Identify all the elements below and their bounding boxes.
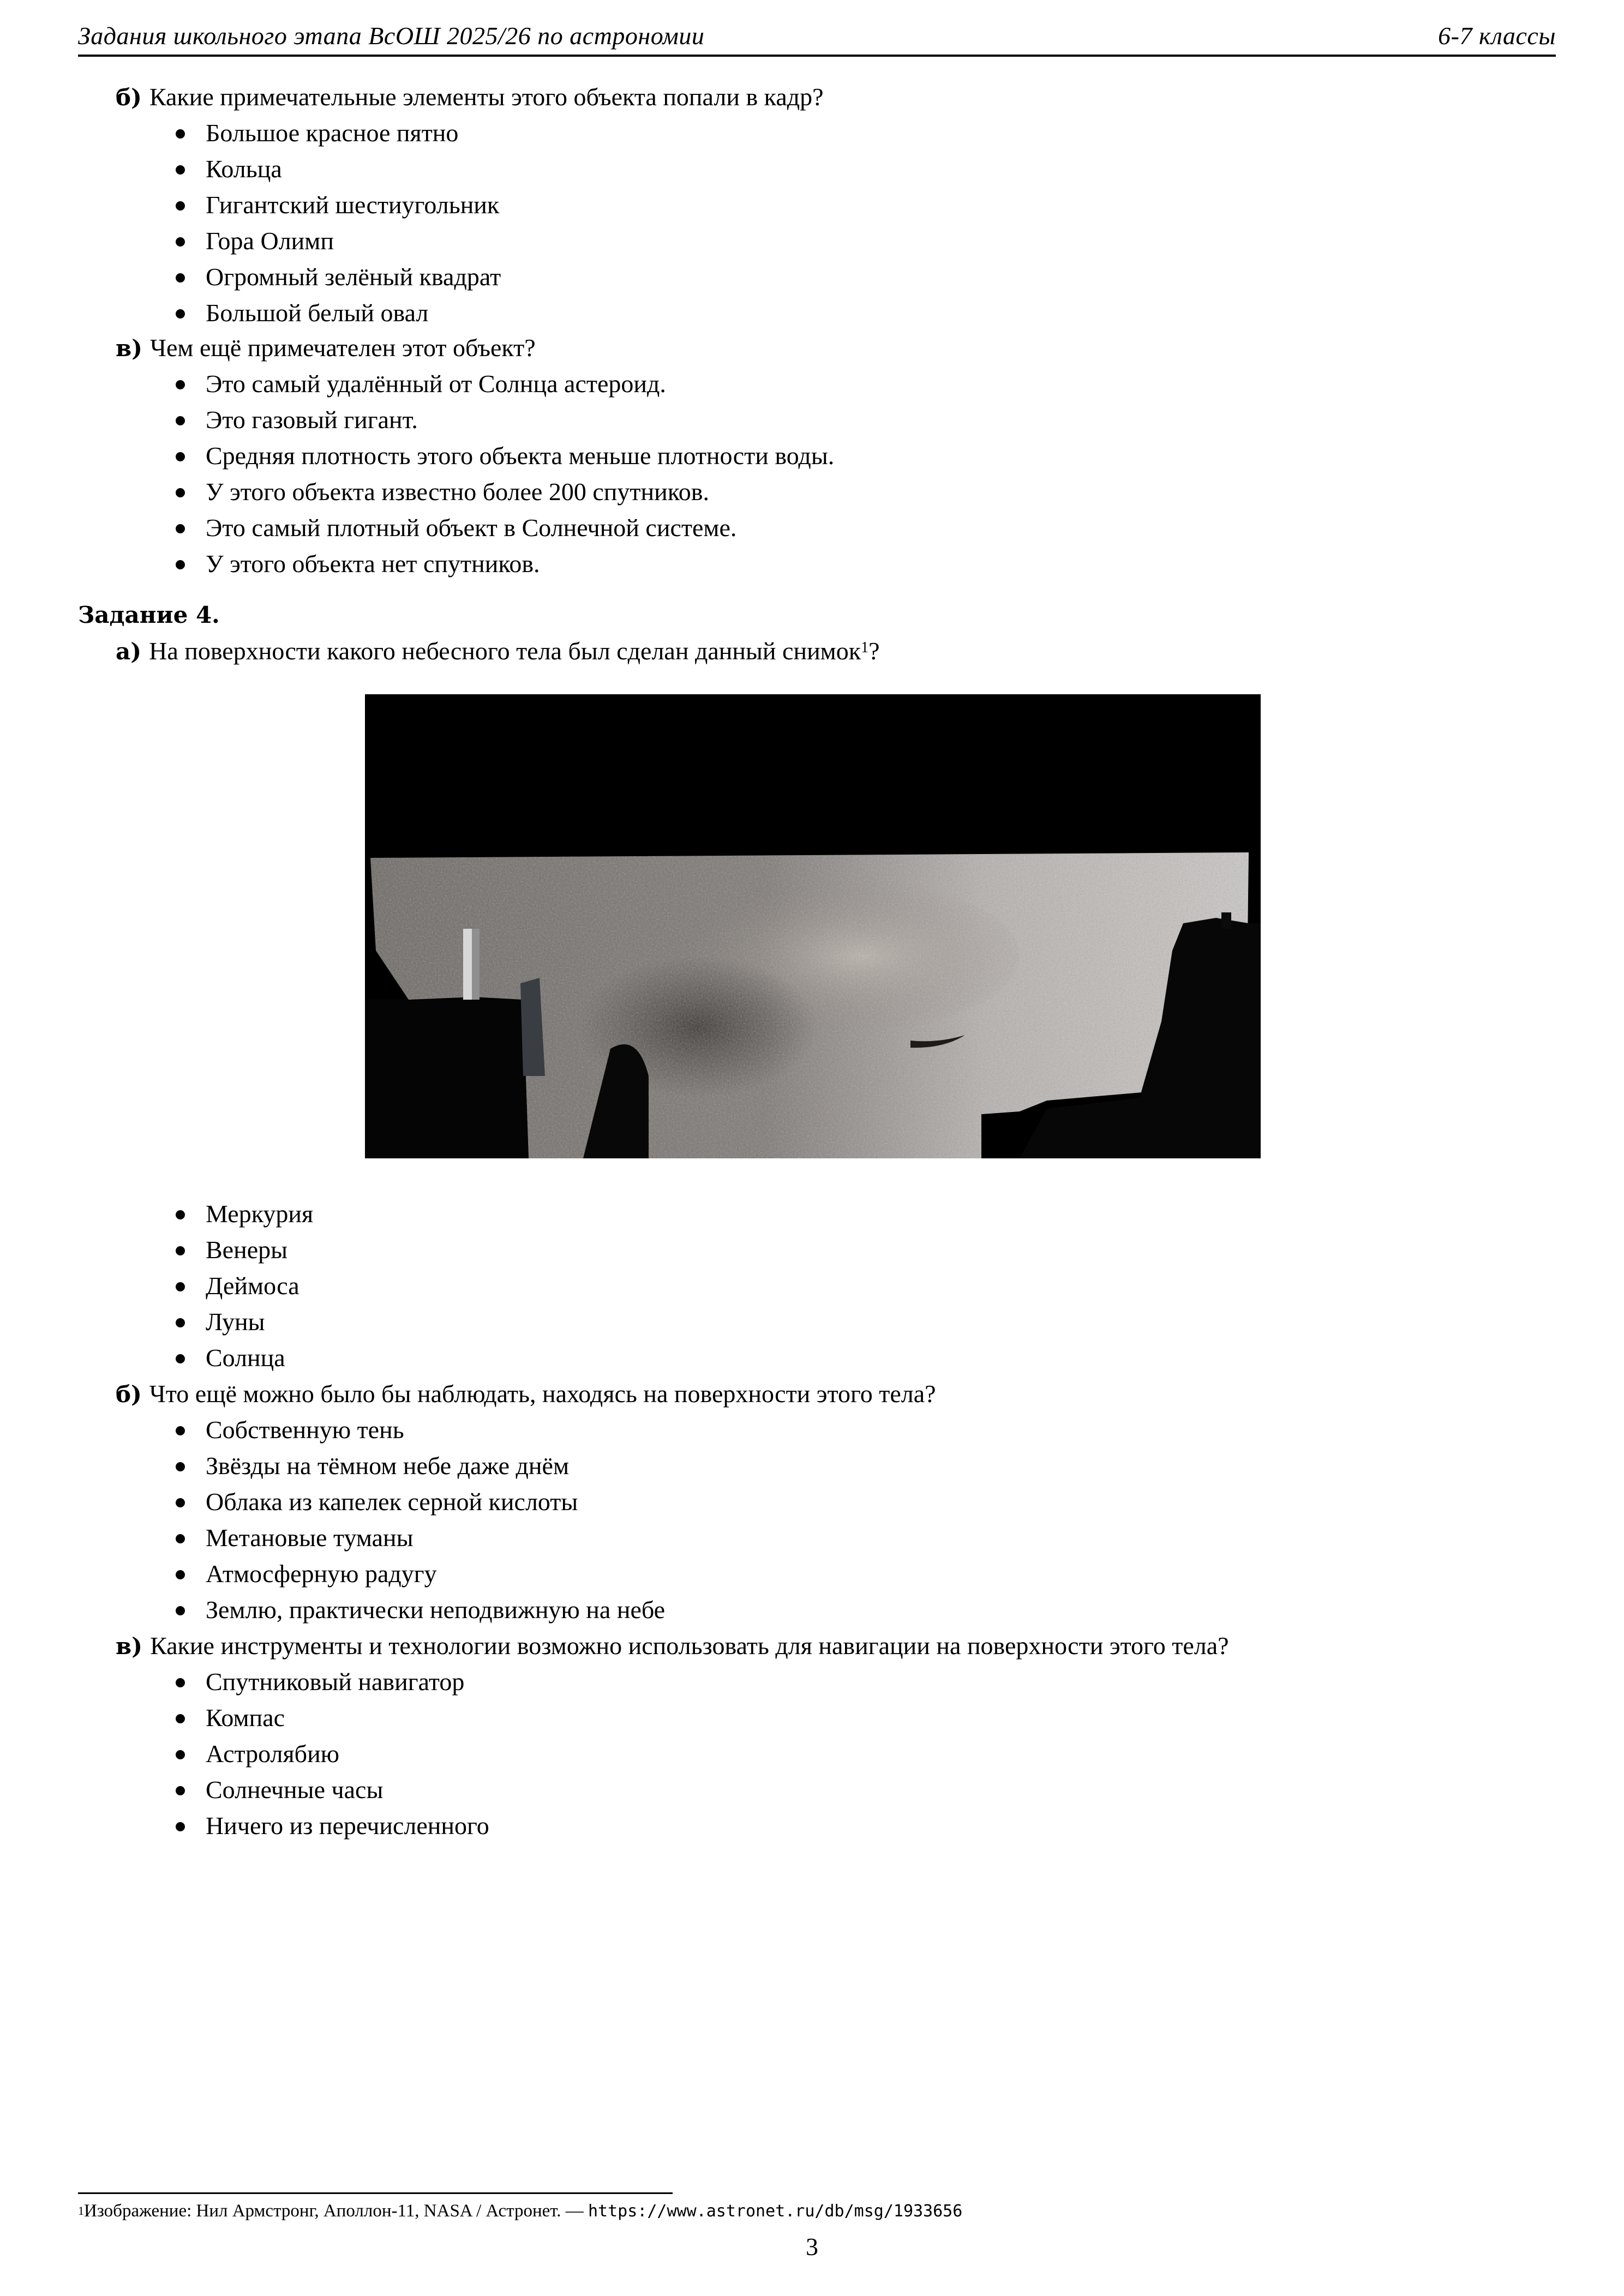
- bullet-icon: [176, 560, 185, 569]
- option-text: Облака из капелек серной кислоты: [206, 1488, 578, 1516]
- question-label: в): [116, 1633, 143, 1660]
- bullet-icon: [176, 1786, 185, 1795]
- bullet-icon: [176, 201, 185, 211]
- footnote-text: Изображение: Нил Армстронг, Аполлон-11, NASA / Астронет. —: [84, 2201, 588, 2221]
- options-3b: [176, 115, 501, 331]
- option-item[interactable]: [176, 1268, 313, 1304]
- option-text: Это самый плотный объект в Солнечной системе.: [206, 514, 737, 542]
- question-label: в): [116, 335, 143, 362]
- option-item[interactable]: [176, 1664, 489, 1700]
- option-text: Деймоса: [206, 1272, 299, 1300]
- photo-graphic: [365, 694, 1261, 1158]
- footnote-rule: [78, 2192, 673, 2194]
- option-item[interactable]: [176, 1592, 665, 1628]
- option-item[interactable]: [176, 1736, 489, 1772]
- question-text: Чем ещё примечателен этот объект?: [150, 334, 536, 362]
- option-item[interactable]: [176, 474, 834, 510]
- header-title: Задания школьного этапа ВсОШ 2025/26 по астрономии: [78, 22, 705, 50]
- option-text: Ничего из перечисленного: [206, 1812, 489, 1840]
- option-text: Венеры: [206, 1236, 288, 1264]
- option-item[interactable]: [176, 223, 501, 259]
- option-item[interactable]: [176, 151, 501, 187]
- bullet-icon: [176, 1462, 185, 1471]
- question-text: Какие примечательные элементы этого объекта попали в кадр?: [149, 83, 824, 111]
- option-text: У этого объекта нет спутников.: [206, 550, 540, 578]
- option-item[interactable]: [176, 1556, 665, 1592]
- bullet-icon: [176, 1210, 185, 1219]
- option-text: Атмосферную радугу: [206, 1560, 437, 1588]
- bullet-icon: [176, 416, 185, 425]
- bullet-icon: [176, 1750, 185, 1759]
- bullet-icon: [176, 524, 185, 533]
- bullet-icon: [176, 488, 185, 497]
- option-text: Кольца: [206, 155, 282, 183]
- option-item[interactable]: [176, 546, 834, 582]
- header-rule: [78, 55, 1556, 57]
- option-item[interactable]: [176, 115, 501, 151]
- task-title: Задание 4.: [78, 602, 220, 628]
- option-item[interactable]: [176, 1772, 489, 1808]
- bullet-icon: [176, 1246, 185, 1255]
- option-text: Землю, практически неподвижную на небе: [206, 1596, 666, 1624]
- option-text: Астролябию: [206, 1740, 340, 1768]
- option-text: Метановые туманы: [206, 1524, 414, 1552]
- bullet-icon: [176, 1534, 185, 1543]
- running-header: [78, 20, 1556, 52]
- option-text: Солнца: [206, 1344, 285, 1372]
- option-text: Солнечные часы: [206, 1776, 383, 1804]
- option-text: Огромный зелёный квадрат: [206, 263, 501, 291]
- question-label: а): [116, 638, 142, 665]
- bullet-icon: [176, 1714, 185, 1723]
- footnote: [78, 2199, 962, 2223]
- bullet-icon: [176, 1318, 185, 1327]
- option-item[interactable]: [176, 1484, 665, 1520]
- bullet-icon: [176, 380, 185, 389]
- option-item[interactable]: [176, 1448, 665, 1484]
- question-end: ?: [868, 637, 880, 665]
- option-text: Это газовый гигант.: [206, 406, 418, 434]
- option-text: Меркурия: [206, 1200, 314, 1228]
- option-text: Компас: [206, 1704, 285, 1732]
- options-4b: [176, 1412, 665, 1628]
- bullet-icon: [176, 1282, 185, 1291]
- lunar-surface-photo: [365, 694, 1261, 1158]
- option-text: Гигантский шестиугольник: [206, 191, 500, 219]
- option-item[interactable]: [176, 402, 834, 438]
- option-item[interactable]: [176, 1808, 489, 1844]
- option-text: Гора Олимп: [206, 227, 334, 255]
- footnote-mark: 1: [78, 2204, 84, 2217]
- bullet-icon: [176, 1498, 185, 1507]
- option-item[interactable]: [176, 438, 834, 474]
- option-item[interactable]: [176, 1412, 665, 1448]
- bullet-icon: [176, 1678, 185, 1687]
- bullet-icon: [176, 129, 185, 139]
- option-text: Собственную тень: [206, 1416, 404, 1444]
- bullet-icon: [176, 237, 185, 247]
- question-label: б): [116, 1381, 142, 1408]
- option-item[interactable]: [176, 295, 501, 331]
- question-3b: [116, 79, 824, 116]
- option-item[interactable]: [176, 1232, 313, 1268]
- bullet-icon: [176, 1822, 185, 1831]
- options-3v: [176, 366, 834, 582]
- page-number: 3: [806, 2233, 818, 2261]
- bullet-icon: [176, 165, 185, 175]
- option-text: Спутниковый навигатор: [206, 1668, 465, 1696]
- bullet-icon: [176, 1570, 185, 1579]
- option-item[interactable]: [176, 1196, 313, 1232]
- bullet-icon: [176, 1426, 185, 1435]
- option-item[interactable]: [176, 259, 501, 295]
- question-4a: [116, 633, 880, 670]
- option-text: Большой белый овал: [206, 299, 429, 327]
- bullet-icon: [176, 273, 185, 283]
- option-item[interactable]: [176, 1520, 665, 1556]
- question-text: Какие инструменты и технологии возможно использовать для навигации на поверхности этого тела?: [150, 1632, 1229, 1660]
- footnote-reference[interactable]: 1: [861, 639, 869, 656]
- option-item[interactable]: [176, 1304, 313, 1340]
- option-text: Звёзды на тёмном небе даже днём: [206, 1452, 570, 1480]
- question-4v: [116, 1628, 1229, 1664]
- question-3v: [116, 330, 536, 366]
- options-4a: [176, 1196, 313, 1376]
- option-text: Большое красное пятно: [206, 119, 459, 147]
- option-item[interactable]: [176, 510, 834, 546]
- options-4v: [176, 1664, 489, 1844]
- bullet-icon: [176, 452, 185, 461]
- option-text: Средняя плотность этого объекта меньше плотности воды.: [206, 442, 835, 470]
- option-text: Луны: [206, 1308, 265, 1336]
- question-text: На поверхности какого небесного тела был сделан данный снимок: [149, 637, 861, 665]
- question-text: Что ещё можно было бы наблюдать, находясь на поверхности этого тела?: [149, 1380, 936, 1408]
- footnote-link[interactable]: https://www.astronet.ru/db/msg/1933656: [588, 2202, 963, 2221]
- bullet-icon: [176, 1354, 185, 1363]
- bullet-icon: [176, 1606, 185, 1615]
- option-item[interactable]: [176, 1700, 489, 1736]
- header-grade: 6-7 классы: [1438, 22, 1556, 50]
- option-item[interactable]: [176, 366, 834, 402]
- option-item[interactable]: [176, 187, 501, 223]
- option-item[interactable]: [176, 1340, 313, 1376]
- question-label: б): [116, 84, 142, 111]
- option-text: У этого объекта известно более 200 спутников.: [206, 478, 709, 506]
- bullet-icon: [176, 309, 185, 318]
- option-text: Это самый удалённый от Солнца астероид.: [206, 370, 666, 398]
- question-4b: [116, 1376, 936, 1413]
